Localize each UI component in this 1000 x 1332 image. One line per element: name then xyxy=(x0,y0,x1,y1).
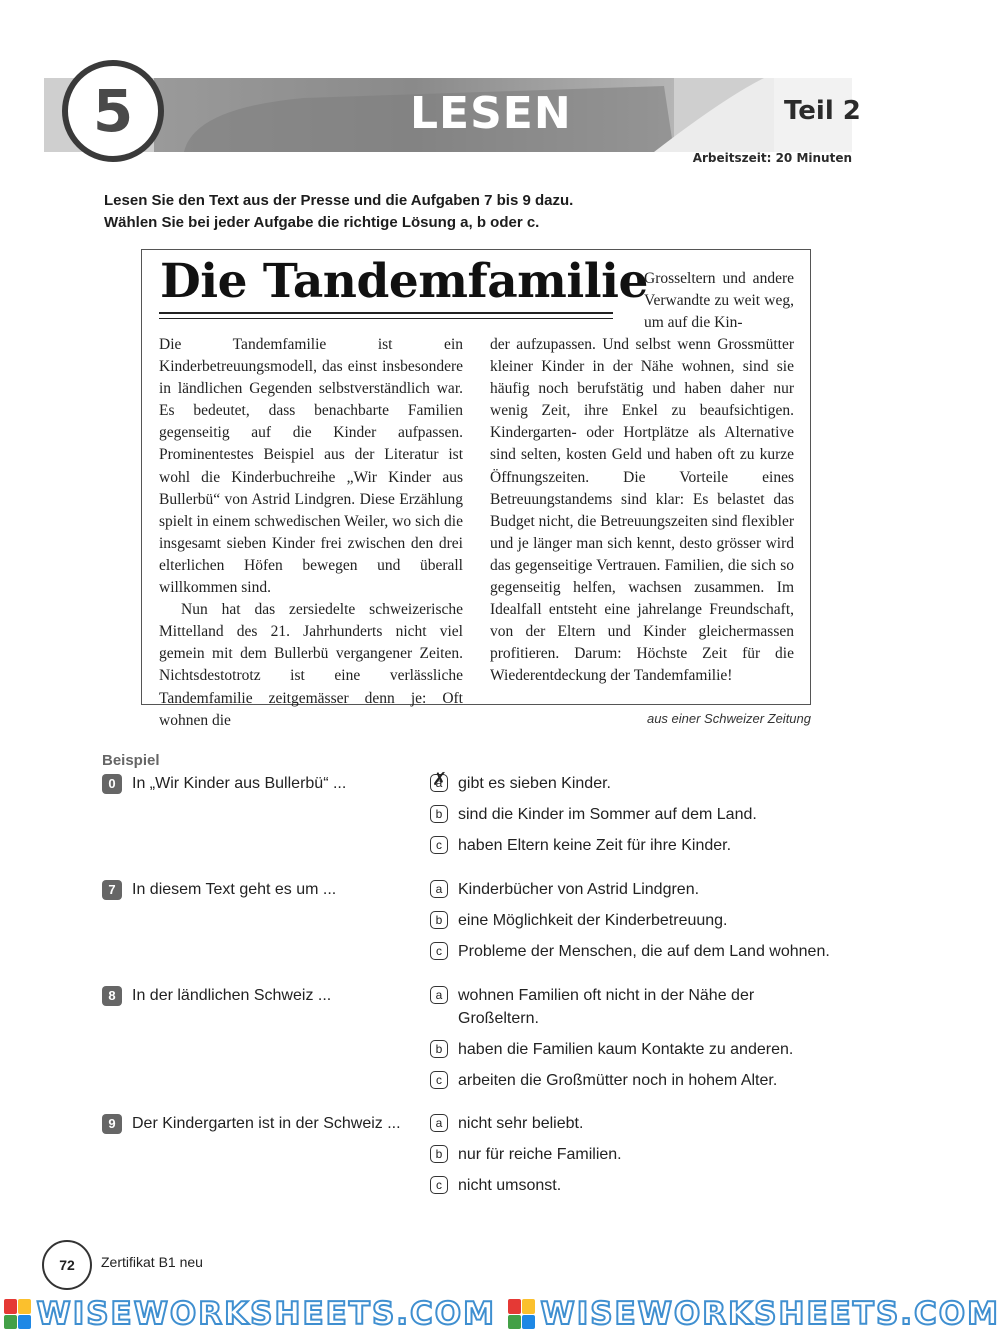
headline-rule-thin xyxy=(159,318,613,319)
option-c[interactable] xyxy=(430,940,860,963)
option-checkbox[interactable]: c xyxy=(430,836,448,854)
instructions xyxy=(104,190,573,234)
option-text: Kinderbücher von Astrid Lindgren. xyxy=(458,881,700,898)
article-source: aus einer Schweizer Zeitung xyxy=(646,711,811,726)
option-checkbox[interactable]: a xyxy=(430,1114,448,1132)
watermark-text: WISEWORKSHEETS.COM xyxy=(540,1296,1000,1332)
task-question xyxy=(102,880,336,900)
option-a[interactable] xyxy=(430,772,860,795)
option-checkbox[interactable]: c xyxy=(430,942,448,960)
option-checkbox[interactable]: a xyxy=(430,880,448,898)
task-number-badge: 7 xyxy=(102,880,122,900)
option-a[interactable] xyxy=(430,878,860,901)
article-paragraph: der aufzupassen. Und selbst wenn Grossmütter kleiner Kinder in der Nähe wohnen, sind sie häufig noch berufstätig und haben daher nur wenig Zeit, ihre Enkel zu beaufsichtigen. Kindergarten- oder Hortplätze als Alternative sind selten, kosten Geld und haben oft zu kurze Öffnungszeiten. Die Vorteile eines Betreuungstandems sind klar: Es belastet das Budget nicht, die Betreuungszeiten sind flexibler und je länger man sich kennt, desto grösser wird das gegenseitige Vertrauen. Familien, die sich so gegenseitig helfen, wachsen zusammen. Im Idealfall entsteht eine jahrelange Freundschaft, von der Eltern und Kinder gleichermassen profitieren. Darum: Höchste Zeit für die Wiederentdeckung der Tandemfamilie! xyxy=(490,336,794,685)
section-number-circle xyxy=(62,60,164,162)
option-checkbox[interactable]: c xyxy=(430,1176,448,1194)
option-text: nicht umsonst. xyxy=(458,1177,562,1194)
task-question xyxy=(102,774,346,794)
option-text: nicht sehr beliebt. xyxy=(458,1115,584,1132)
instruction-line-1: Lesen Sie den Text aus der Presse und die Aufgaben 7 bis 9 dazu. xyxy=(104,192,574,209)
option-b[interactable] xyxy=(430,1038,860,1061)
option-text: gibt es sieben Kinder. xyxy=(458,775,611,792)
book-title: Zertifikat B1 neu xyxy=(101,1254,203,1270)
task-question xyxy=(102,986,331,1006)
article-headline: Die Tandemfamilie xyxy=(160,254,648,309)
option-a[interactable] xyxy=(430,984,770,1030)
option-checkbox[interactable]: c xyxy=(430,1071,448,1089)
article-paragraph: Nun hat das zersiedelte schweizerische Mittelland des 21. Jahrhunderts nicht viel gemein mit dem Bullerbü vergangener Zeiten. Nichtsdestotrotz ist eine verlässliche Tandemfamilie zeitgemässer denn je: Oft wohnen die xyxy=(159,601,463,729)
option-b[interactable] xyxy=(430,1143,860,1166)
page-number: 72 xyxy=(42,1240,92,1290)
task-question-text: Der Kindergarten ist in der Schweiz ... xyxy=(132,1115,401,1132)
option-text: eine Möglichkeit der Kinderbetreuung. xyxy=(458,912,728,929)
task-number-badge: 0 xyxy=(102,774,122,794)
section-title: LESEN xyxy=(410,88,572,139)
option-text: nur für reiche Familien. xyxy=(458,1146,622,1163)
option-text: wohnen Familien oft nicht in der Nähe der Großeltern. xyxy=(458,987,755,1027)
option-text: sind die Kinder im Sommer auf dem Land. xyxy=(458,806,757,823)
option-b[interactable] xyxy=(430,803,860,826)
option-text: haben die Familien kaum Kontakte zu anderen. xyxy=(458,1041,794,1058)
option-text: Probleme der Menschen, die auf dem Land wohnen. xyxy=(458,943,830,960)
option-a[interactable] xyxy=(430,1112,860,1135)
article-paragraph: Die Tandemfamilie ist ein Kinderbetreuungsmodell, das einst insbesondere in ländlichen Gegenden selbstverständlich war. Es bedeutet, dass benachbarte Familien gegenseitig auf die Kinder aufpassen. Prominentestes Beispiel aus der Literatur ist wohl die Kinderbuchreihe „Wir Kinder aus Bullerbü“ von Astrid Lindgren. Diese Erzählung spielt in einem schwedischen Weiler, wo sich die insgesamt sieben Kinder frei zwischen den drei elterlichen Höfen bewegen und überall willkommen sind. xyxy=(159,336,463,597)
wise-logo-icon xyxy=(508,1299,535,1329)
option-checkbox[interactable]: b xyxy=(430,911,448,929)
instruction-line-2: Wählen Sie bei jeder Aufgabe die richtige Lösung a, b oder c. xyxy=(104,214,540,231)
task-number-badge: 9 xyxy=(102,1114,122,1134)
option-b[interactable] xyxy=(430,909,860,932)
wise-logo-icon xyxy=(4,1299,31,1329)
task-question-text: In der ländlichen Schweiz ... xyxy=(132,987,332,1004)
article-side-text: Grosseltern und andere Verwandte zu weit weg, um auf die Kin- xyxy=(644,270,794,331)
task-question-text: In „Wir Kinder aus Bullerbü“ ... xyxy=(132,775,347,792)
watermark-banner xyxy=(0,1296,1000,1332)
part-label: Teil 2 xyxy=(784,96,861,126)
option-c[interactable] xyxy=(430,1069,860,1092)
option-checkbox[interactable]: b xyxy=(430,1145,448,1163)
option-checkbox[interactable]: a xyxy=(430,986,448,1004)
article-column-left xyxy=(159,334,463,732)
option-checkbox[interactable]: a ✗ xyxy=(430,774,448,792)
time-limit: Arbeitszeit: 20 Minuten xyxy=(692,151,852,165)
section-number: 5 xyxy=(92,77,134,145)
option-text: arbeiten die Großmütter noch in hohem Alter. xyxy=(458,1072,778,1089)
task-number-badge: 8 xyxy=(102,986,122,1006)
option-checkbox[interactable]: b xyxy=(430,805,448,823)
example-label: Beispiel xyxy=(102,752,160,769)
article-column-right xyxy=(490,334,794,688)
option-c[interactable] xyxy=(430,1174,860,1197)
task-question-text: In diesem Text geht es um ... xyxy=(132,881,337,898)
headline-rule xyxy=(159,312,613,314)
option-text: haben Eltern keine Zeit für ihre Kinder. xyxy=(458,837,732,854)
task-question xyxy=(102,1114,401,1134)
option-c[interactable] xyxy=(430,834,860,857)
option-checkbox[interactable]: b xyxy=(430,1040,448,1058)
watermark-text: WISEWORKSHEETS.COM xyxy=(36,1296,496,1332)
